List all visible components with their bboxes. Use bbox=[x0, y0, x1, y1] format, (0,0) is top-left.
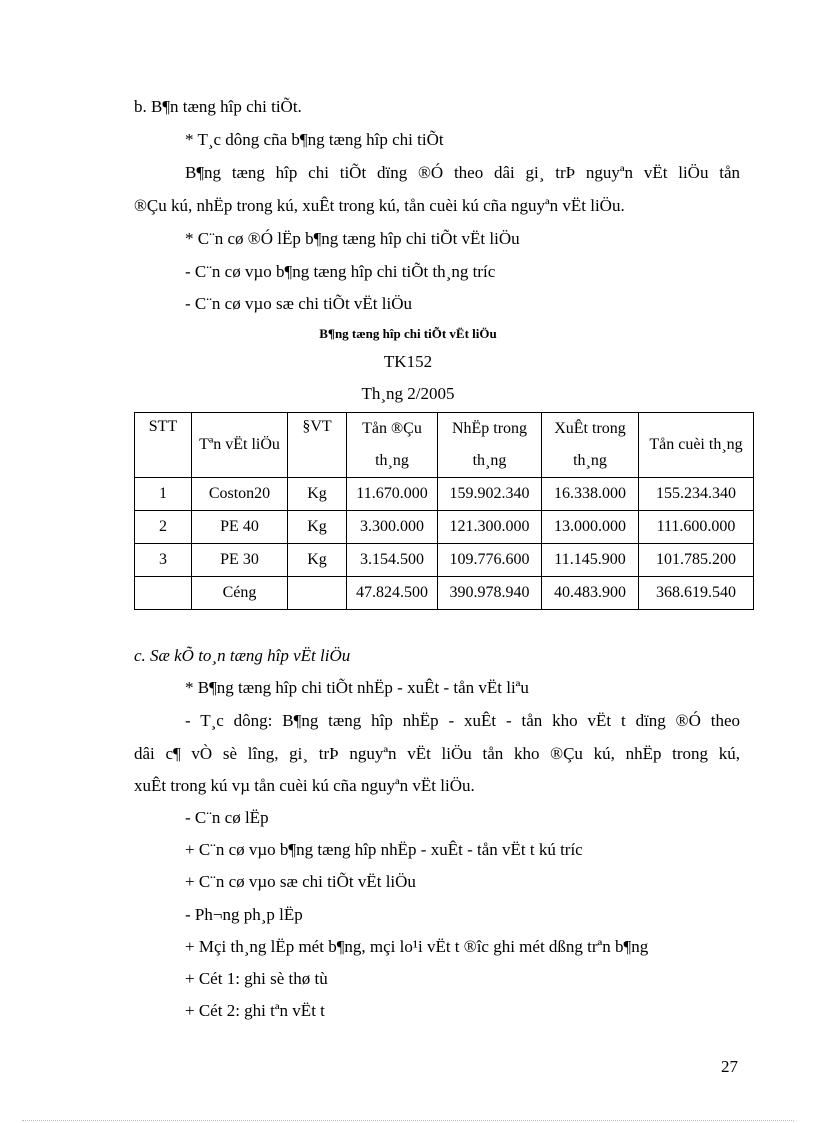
cell-stt: 2 bbox=[135, 511, 192, 544]
cell-total-opening: 47.824.500 bbox=[347, 577, 438, 610]
cell-exports: 13.000.000 bbox=[542, 511, 639, 544]
cell-total-exports: 40.483.900 bbox=[542, 577, 639, 610]
purpose-line2: dâi c¶ vÒ sè lîng, gi¸ trÞ nguyªn vËt liÖu tån kho ®Çu kú, nhËp trong kú, bbox=[134, 744, 740, 763]
cell-unit bbox=[288, 577, 347, 610]
cell-imports: 121.300.000 bbox=[438, 511, 542, 544]
table-month: Th¸ng 2/2005 bbox=[361, 384, 455, 403]
cell-closing: 111.600.000 bbox=[639, 511, 754, 544]
paragraph-basis-heading: * C¨n cø ®Ó lËp b¶ng tæng hîp chi tiÕt vËt liÖu bbox=[185, 229, 520, 248]
header-closing-stock: Tån cuèi th¸ng bbox=[639, 413, 754, 478]
table-account: TK152 bbox=[383, 352, 433, 371]
cell-unit: Kg bbox=[288, 544, 347, 577]
section-b-heading: b. B¶n tæng hîp chi tiÕt. bbox=[134, 97, 302, 116]
purpose-line1: - T¸c dông: B¶ng tæng hîp nhËp - xuÊt - tån kho vËt t dïng ®Ó theo bbox=[185, 711, 740, 730]
paragraph-purpose-line2: ®Çu kú, nhËp trong kú, xuÊt trong kú, tån cuèi kú cña nguyªn vËt liÖu. bbox=[134, 196, 625, 215]
cell-total-label: Céng bbox=[192, 577, 288, 610]
cell-stt bbox=[135, 577, 192, 610]
header-imports: NhËp trong th¸ng bbox=[438, 413, 542, 478]
cell-imports: 109.776.600 bbox=[438, 544, 542, 577]
cell-material: PE 30 bbox=[192, 544, 288, 577]
table-title: B¶ng tæng hîp chi tiÕt vËt liÖu bbox=[319, 326, 497, 341]
section-c-heading: c. Sæ kÕ to¸n tæng hîp vËt liÖu bbox=[134, 646, 351, 665]
basis-item2: + C¨n cø vµo sæ chi tiÕt vËt liÖu bbox=[185, 872, 416, 891]
footer-divider bbox=[22, 1120, 794, 1121]
table-row bbox=[135, 478, 754, 511]
cell-opening: 3.154.500 bbox=[347, 544, 438, 577]
table-row bbox=[135, 544, 754, 577]
basis-item1: + C¨n cø vµo b¶ng tæng hîp nhËp - xuÊt - tån vËt t kú tríc bbox=[185, 840, 583, 859]
method-item3: + Cét 2: ghi tªn vËt t bbox=[185, 1001, 325, 1020]
cell-stt: 3 bbox=[135, 544, 192, 577]
summary-sheet-heading: * B¶ng tæng hîp chi tiÕt nhËp - xuÊt - tån vËt liªu bbox=[185, 678, 529, 697]
cell-exports: 11.145.900 bbox=[542, 544, 639, 577]
cell-opening: 3.300.000 bbox=[347, 511, 438, 544]
header-material-name: Tªn vËt liÖu bbox=[192, 413, 288, 478]
table-total-row bbox=[135, 577, 754, 610]
table-row bbox=[135, 511, 754, 544]
cell-total-imports: 390.978.940 bbox=[438, 577, 542, 610]
cell-imports: 159.902.340 bbox=[438, 478, 542, 511]
cell-exports: 16.338.000 bbox=[542, 478, 639, 511]
cell-stt: 1 bbox=[135, 478, 192, 511]
method-item2: + Cét 1: ghi sè thø tù bbox=[185, 969, 328, 988]
cell-opening: 11.670.000 bbox=[347, 478, 438, 511]
basis-heading: - C¨n cø lËp bbox=[185, 808, 269, 827]
method-heading: - Ph¬ng ph¸p lËp bbox=[185, 905, 303, 924]
cell-closing: 101.785.200 bbox=[639, 544, 754, 577]
purpose-line3: xuÊt trong kú vµ tån cuèi kú cña nguyªn vËt liÖu. bbox=[134, 776, 475, 795]
table-header-row bbox=[135, 413, 754, 478]
header-stt: STT bbox=[135, 413, 192, 478]
cell-unit: Kg bbox=[288, 478, 347, 511]
paragraph-basis-item2: - C¨n cø vµo sæ chi tiÕt vËt liÖu bbox=[185, 294, 413, 313]
cell-material: Coston20 bbox=[192, 478, 288, 511]
cell-unit: Kg bbox=[288, 511, 347, 544]
paragraph-purpose-line1: B¶ng tæng hîp chi tiÕt dïng ®Ó theo dâi gi¸ trÞ nguyªn vËt liÖu tån bbox=[185, 163, 740, 182]
paragraph-purpose-heading: * T¸c dông cña b¶ng tæng hîp chi tiÕt bbox=[185, 130, 444, 149]
summary-table bbox=[134, 412, 754, 610]
header-exports: XuÊt trong th¸ng bbox=[542, 413, 639, 478]
page-number: 27 bbox=[721, 1057, 738, 1076]
method-item1: + Mçi th¸ng lËp mét b¶ng, mçi lo¹i vËt t ®îc ghi mét dßng trªn b¶ng bbox=[185, 937, 649, 956]
paragraph-basis-item1: - C¨n cø vµo b¶ng tæng hîp chi tiÕt th¸ng tríc bbox=[185, 262, 496, 281]
cell-closing: 155.234.340 bbox=[639, 478, 754, 511]
header-unit: §VT bbox=[288, 413, 347, 478]
cell-material: PE 40 bbox=[192, 511, 288, 544]
header-opening-stock: Tån ®Çu th¸ng bbox=[347, 413, 438, 478]
cell-total-closing: 368.619.540 bbox=[639, 577, 754, 610]
